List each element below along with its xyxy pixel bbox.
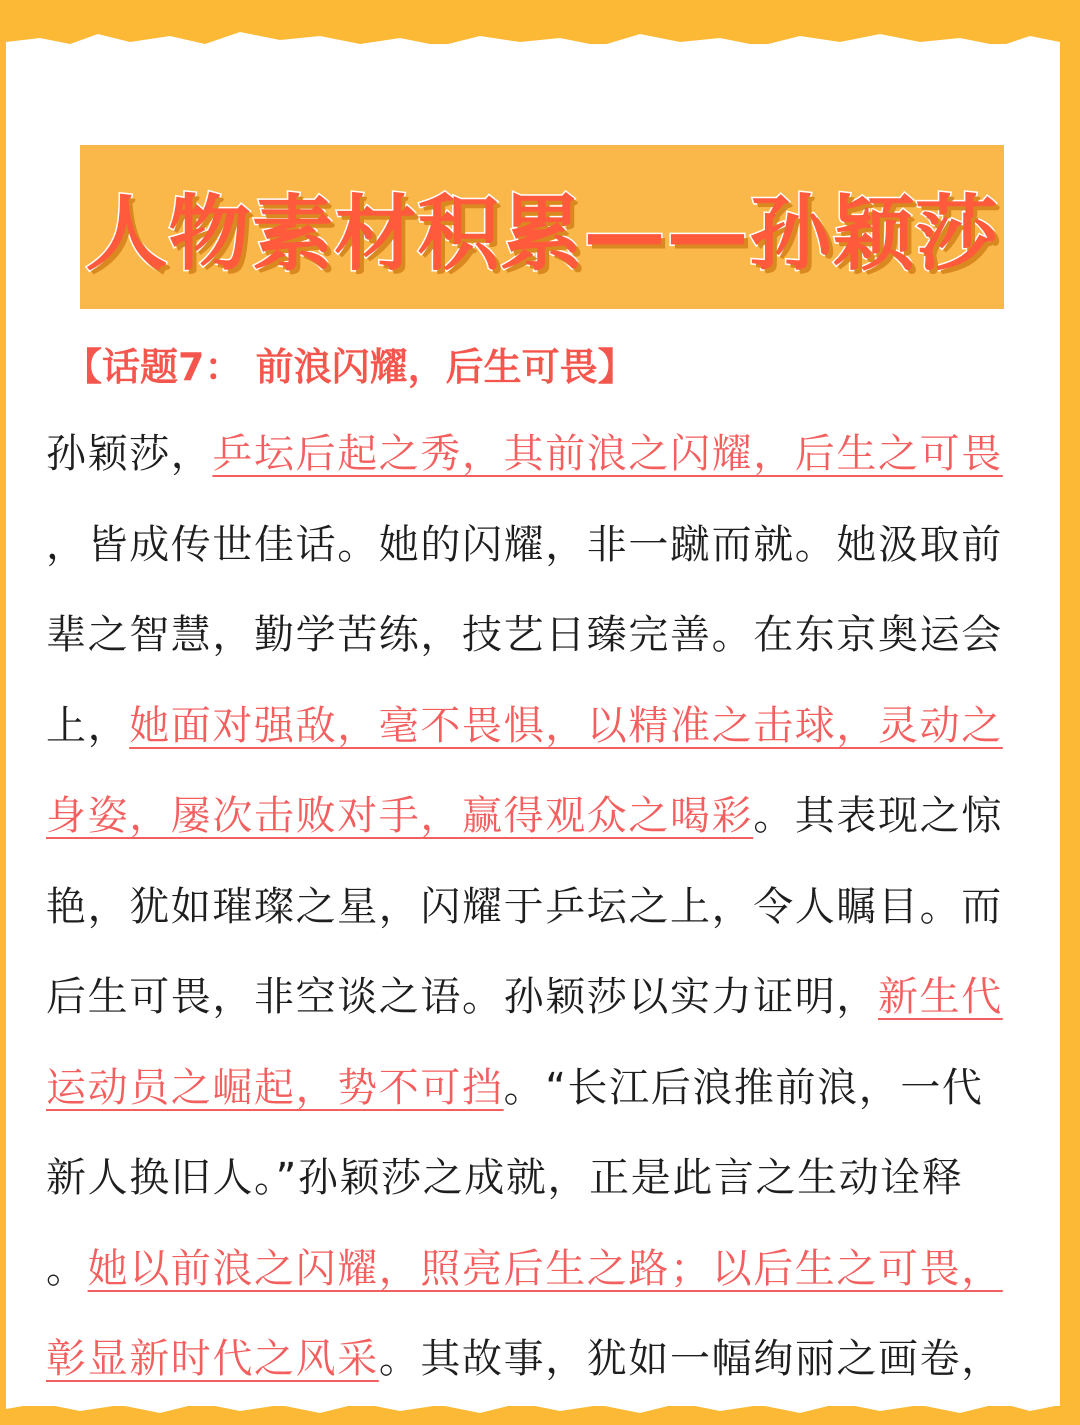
- body-text: 。其表现之惊: [753, 793, 1003, 839]
- article-body: [46, 409, 1003, 1405]
- body-line: [46, 590, 1003, 681]
- body-line: [46, 1043, 996, 1134]
- body-text: 。: [46, 1245, 88, 1292]
- body-line: [46, 1224, 1003, 1315]
- page-title: 人物素材积累——孙颖莎: [85, 186, 999, 282]
- body-line: [46, 1133, 996, 1224]
- body-text: 。“长江后浪推前浪，一代: [503, 1064, 984, 1111]
- body-text: 辈之智慧，勤学苦练，技艺日臻完善。在东京奥运会: [46, 612, 1003, 658]
- body-text: 。其故事，犹如一幅绚丽之画卷，: [378, 1336, 1003, 1382]
- highlighted-text: 运动员之崛起，势不可挡: [46, 1064, 504, 1111]
- highlighted-text: 她以前浪之闪耀，照亮后生之路；以后生之可畏，: [87, 1245, 1003, 1292]
- body-text: ，皆成传世佳话。她的闪耀，非一蹴而就。她汲取前: [46, 521, 1003, 568]
- body-text: 孙颖莎，: [46, 431, 213, 477]
- highlighted-text: 彰显新时代之风采: [46, 1336, 379, 1382]
- body-line: [46, 952, 1003, 1043]
- body-line: [46, 1314, 1003, 1405]
- body-line: [46, 771, 1003, 862]
- highlighted-text: 她面对强敌，毫不畏惧，以精准之击球，灵动之: [129, 702, 1003, 749]
- highlighted-text: 身姿，屡次击败对手，赢得观众之喝彩: [46, 793, 754, 839]
- title-banner: [80, 145, 1004, 309]
- body-line: [46, 862, 1003, 953]
- body-text: 后生可畏，非空谈之语。孙颖莎以实力证明，: [46, 974, 878, 1020]
- body-line: [46, 681, 1003, 772]
- body-line: [46, 500, 1003, 591]
- body-text: 新人换旧人。”孙颖莎之成就，正是此言之生动诠释: [46, 1155, 964, 1201]
- body-text: 上，: [46, 702, 130, 749]
- highlighted-text: 新生代: [878, 974, 1003, 1020]
- topic-heading: 【话题7： 前浪闪耀，后生可畏】: [64, 345, 636, 389]
- highlighted-text: 乒坛后起之秀，其前浪之闪耀，后生之可畏: [212, 431, 1003, 477]
- body-line: [46, 409, 1003, 500]
- body-text: 艳，犹如璀璨之星，闪耀于乒坛之上，令人瞩目。而: [46, 883, 1003, 930]
